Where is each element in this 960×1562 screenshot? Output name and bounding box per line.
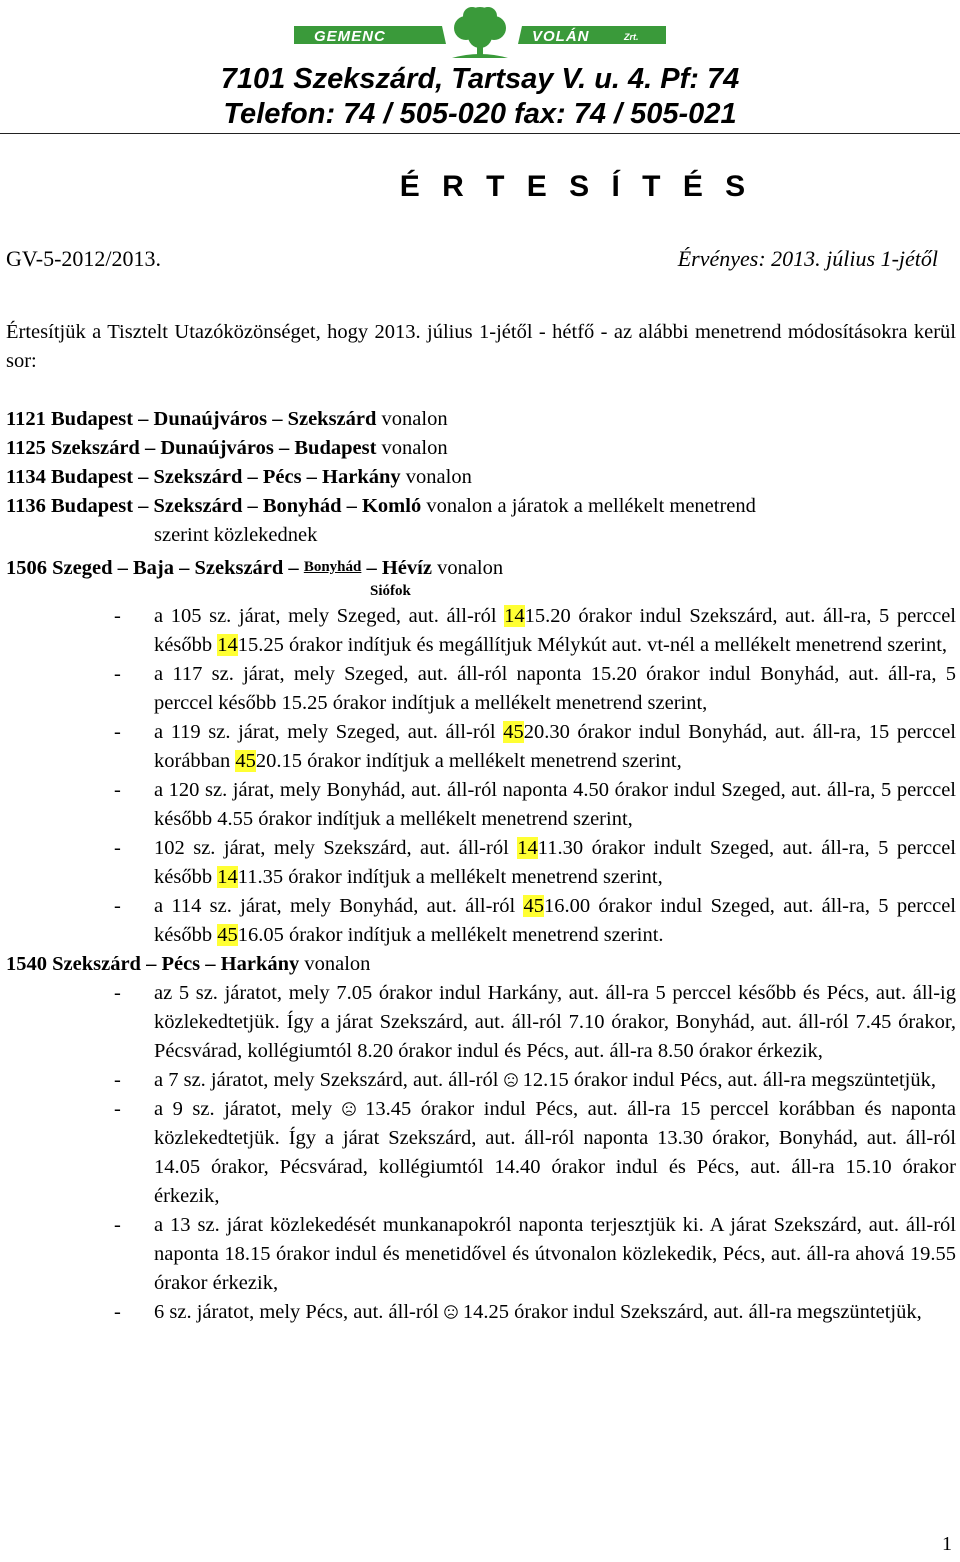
sad-face-icon: [444, 1305, 458, 1319]
sad-face-icon: [504, 1073, 518, 1087]
list-item: - a 105 sz. járat, mely Szeged, aut. áll-ról 1415.20 órakor indul Szekszárd, aut. áll-ra, 5 perccel később 1415.25 órakor indítjuk és megállítjuk Mélykút aut. vt-nél a mellékelt menetrend szerint,: [114, 605, 956, 656]
valid-from-date: Érvényes: 2013. július 1-jétől: [677, 246, 938, 271]
company-phone-fax: Telefon: 74 / 505-020 fax: 74 / 505-021: [223, 98, 737, 130]
route-1136: 1136 Budapest – Szekszárd – Bonyhád – Komló vonalon a járatok a mellékelt menetrend: [6, 495, 756, 517]
route-1540: 1540 Szekszárd – Pécs – Harkány vonalon: [6, 953, 371, 975]
route-1136-continuation: szerint közlekednek: [154, 524, 318, 546]
route-1506-siofok: Siófok: [370, 583, 411, 599]
route-1134: 1134 Budapest – Szekszárd – Pécs – Harkány vonalon: [6, 466, 472, 488]
route-1506: 1506 Szeged – Baja – Szekszárd – Bonyhád – Hévíz vonalon: [6, 557, 504, 579]
list-item: - a 13 sz. járat közlekedését munkanapokról naponta terjesztjük ki. A járat Szekszárd, aut. áll-ról naponta 18.15 órakor indul és menetidővel és útvonalon közlekedik, Pécs, aut. áll-ra ahová 19.55 órakor érkezik,: [114, 1214, 956, 1294]
header-divider: [0, 133, 960, 134]
route-1540-changes: [6, 979, 956, 1327]
sad-face-icon: [342, 1102, 356, 1116]
list-item: - a 120 sz. járat, mely Bonyhád, aut. áll-ról naponta 4.50 órakor indul Szeged, aut. áll-ra, 5 perccel később 4.55 órakor indítjuk a mellékelt menetrend szerint,: [114, 779, 956, 830]
svg-text:GEMENC: GEMENC: [314, 28, 386, 45]
list-item: - 6 sz. járatot, mely Pécs, aut. áll-ról 14.25 órakor indul Szekszárd, aut. áll-ra megszüntetjük,: [114, 1301, 922, 1323]
list-item: - az 5 sz. járatot, mely 7.05 órakor indul Harkány, aut. áll-ra 5 perccel később és Pécs, aut. áll-ig közlekedtetjük. Így a járat Szekszárd, aut. áll-ról 7.10 órakor, Bonyhád, aut. áll-ról 7.45 órakor, Pécsvárad, kollégiumtól 8.20 órakor indul és Pécs, aut. áll-ra 8.50 órakor érkezik,: [114, 982, 956, 1062]
notice-body: [6, 318, 956, 1327]
list-item: - a 7 sz. járatot, mely Szekszárd, aut. áll-ról 12.15 órakor indul Pécs, aut. áll-ra megszüntetjük,: [114, 1069, 936, 1091]
svg-text:VOLÁN: VOLÁN: [532, 28, 590, 45]
list-item: - a 119 sz. járat, mely Szeged, aut. áll-ról 4520.30 órakor indul Bonyhád, aut. áll-ra, 15 perccel korábban 4520.15 órakor indítjuk a mellékelt menetrend szerint,: [114, 721, 956, 772]
company-address: 7101 Szekszárd, Tartsay V. u. 4. Pf: 74: [220, 63, 740, 95]
gemenc-volan-logo: [292, 4, 668, 60]
reference-number: GV-5-2012/2013.: [6, 246, 162, 271]
page-number: 1: [942, 1533, 952, 1555]
route-1125: 1125 Szekszárd – Dunaújváros – Budapest vonalon: [6, 437, 448, 459]
route-1506-changes: [6, 602, 956, 950]
list-item: - a 117 sz. járat, mely Szeged, aut. áll-ról naponta 15.20 órakor indul Bonyhád, aut. áll-ra, 5 perccel később 15.25 órakor indítjuk a mellékelt menetrend szerint,: [114, 663, 956, 714]
route-1121: 1121 Budapest – Dunaújváros – Szekszárd vonalon: [6, 408, 448, 430]
intro-paragraph: Értesítjük a Tisztelt Utazóközönséget, hogy 2013. július 1-jétől - hétfő - az alábbi menetrend módosításokra kerül sor:: [6, 321, 956, 372]
list-item: - 102 sz. járat, mely Szekszárd, aut. áll-ról 1411.30 órakor indult Szeged, aut. áll-ra, 5 perccel később 1411.35 órakor indítjuk a mellékelt menetrend szerint,: [114, 837, 957, 888]
page-title: É R T E S Í T É S: [399, 170, 753, 203]
list-item: - a 9 sz. járatot, mely 13.45 órakor indul Pécs, aut. áll-ra 15 perccel korábban és naponta közlekedtetjük. Így a járat Szekszárd, aut. áll-ról naponta 13.30 órakor, Bonyhád, aut. áll-ról 14.05 órakor, Pécsvárad, kollégiumtól 14.40 órakor indul és Pécs, aut. áll-ra 15.10 órakor érkezik,: [114, 1098, 957, 1207]
svg-text:Zrt.: Zrt.: [624, 32, 639, 42]
list-item: - a 114 sz. járat, mely Bonyhád, aut. áll-ról 4516.00 órakor indul Szeged, aut. áll-ra, 5 perccel később 4516.05 órakor indítjuk a mellékelt menetrend szerint.: [114, 895, 956, 946]
